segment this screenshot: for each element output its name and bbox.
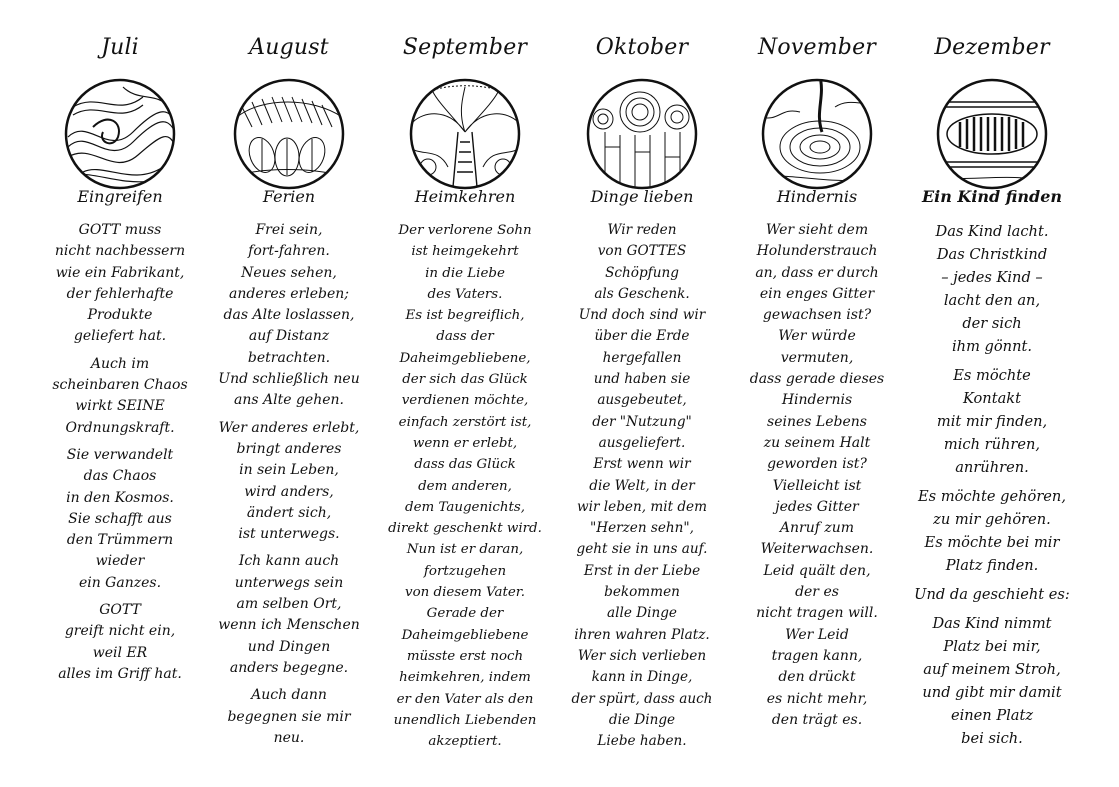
poem-line: ist heimgekehrt: [411, 244, 519, 260]
poem-line: das Alte loslassen,: [223, 307, 355, 324]
poem-line: – jedes Kind –: [941, 269, 1043, 286]
poem-line: akzeptiert.: [428, 734, 502, 750]
poem-line: scheinbaren Chaos: [52, 377, 188, 394]
poem-line: und haben sie: [593, 371, 691, 388]
poem-text: [724, 220, 910, 731]
poem-line: hergefallen: [602, 349, 682, 366]
poem-line: fort-fahren.: [248, 243, 330, 260]
poem-line: Daheimgebliebene,: [399, 350, 531, 366]
poem-line: wieder: [95, 553, 145, 570]
poem-line: geliefert hat.: [73, 328, 167, 345]
poem-line: tragen kann,: [771, 647, 863, 664]
poem-line: nicht nachbessern: [54, 243, 186, 260]
theme-title: Hindernis: [776, 187, 858, 206]
poem-line: die Welt, in der: [589, 477, 695, 494]
poem-line: der sich das Glück: [402, 372, 528, 388]
poem-line: Und schließlich neu: [218, 371, 360, 388]
month-title: November: [757, 35, 877, 60]
poem-line: dass der: [436, 329, 494, 345]
poem-line: "Herzen sehn",: [589, 520, 695, 537]
poem-line: Ordnungskraft.: [65, 419, 175, 436]
theme-title: Dinge lieben: [590, 187, 694, 206]
poem-line: Vielleicht ist: [772, 477, 862, 494]
poem-line: ihren wahren Platz.: [574, 626, 710, 643]
poem-line: des Vaters.: [427, 286, 503, 302]
poem-line: Der verlorene Sohn: [398, 223, 532, 238]
poem-line: Hindernis: [781, 392, 853, 409]
poem-line: wie ein Fabrikant,: [55, 264, 185, 281]
poem-line: bekommen: [604, 584, 680, 601]
poem-line: und Dingen: [247, 638, 331, 655]
poem-line: die Dinge: [608, 711, 676, 728]
column-juli: [27, 0, 213, 787]
poem-line: zu mir gehören.: [933, 511, 1051, 528]
poem-line: das Chaos: [83, 468, 157, 485]
poem-line: an, dass er durch: [755, 264, 879, 281]
poem-line: gewachsen ist?: [762, 307, 872, 324]
poem-line: der spürt, dass auch: [571, 690, 713, 707]
poem-line: Sie schafft aus: [68, 510, 172, 527]
poem-line: betrachten.: [247, 349, 331, 366]
poem-line: Produkte: [87, 307, 153, 324]
poem-line: Ich kann auch: [238, 553, 340, 570]
poem-line: Weiterwachsen.: [760, 541, 874, 558]
poem-line: und gibt mir damit: [922, 684, 1062, 701]
month-title: August: [249, 35, 329, 60]
poem-line: greift nicht ein,: [64, 623, 176, 640]
poem-line: jedes Gitter: [775, 498, 859, 515]
poem-line: von GOTTES: [597, 243, 687, 260]
poem-line: ans Alte gehen.: [234, 392, 344, 409]
poem-line: anderes erleben;: [229, 285, 349, 302]
poem-line: dem anderen,: [418, 478, 512, 494]
leaves-seeds-medallion-icon: [232, 77, 346, 191]
poem-line: bei sich.: [961, 730, 1023, 747]
poem-line: anders begegne.: [229, 659, 349, 676]
poem-line: mit mir finden,: [936, 413, 1048, 430]
poem-line: Es möchte bei mir: [924, 534, 1060, 551]
poem-line: Sie verwandelt: [66, 446, 174, 463]
poem-line: lacht den an,: [943, 292, 1041, 309]
poem-line: Anruf zum: [779, 520, 855, 537]
poem-line: von diesem Vater.: [405, 585, 525, 601]
poem-line: ihm gönnt.: [952, 338, 1032, 355]
poem-line: als Geschenk.: [594, 285, 690, 302]
poem-line: mich rühren,: [943, 436, 1041, 453]
poem-line: bringt anderes: [236, 440, 342, 457]
poem-line: Erst in der Liebe: [583, 562, 701, 579]
poem-line: Holunderstrauch: [756, 243, 878, 260]
poem-line: in die Liebe: [425, 265, 505, 281]
poem-line: er den Vater als den: [396, 691, 534, 707]
poem-line: ausgebeutet,: [597, 392, 687, 409]
poem-line: müsste erst noch: [406, 648, 524, 664]
poem-text: [899, 220, 1085, 750]
month-title: Dezember: [934, 35, 1050, 60]
poem-line: GOTT muss: [78, 222, 162, 238]
poem-line: den trägt es.: [771, 711, 863, 728]
poem-line: Auch im: [90, 355, 150, 372]
poem-line: über die Erde: [594, 328, 690, 345]
poem-line: auf Distanz: [248, 328, 330, 345]
poem-line: kann in Dinge,: [591, 669, 693, 686]
poem-line: wird anders,: [244, 483, 334, 500]
poem-line: Es möchte: [953, 367, 1031, 384]
poem-line: geht sie in uns auf.: [576, 541, 708, 558]
poem-line: Und da geschieht es:: [914, 586, 1070, 603]
poem-line: unterwegs sein: [234, 574, 344, 591]
poem-line: Es möchte gehören,: [918, 488, 1066, 505]
poem-line: Platz bei mir,: [943, 638, 1041, 655]
poem-line: zu seinem Halt: [763, 434, 871, 451]
poem-line: ein Ganzes.: [78, 574, 162, 591]
poem-line: dass das Glück: [414, 457, 516, 473]
poem-line: neu.: [273, 729, 305, 746]
poem-line: alle Dinge: [607, 605, 677, 622]
poem-line: Wer anderes erlebt,: [218, 419, 360, 436]
month-title: Juli: [101, 35, 139, 60]
poem-line: ausgeliefert.: [598, 434, 686, 451]
poem-text: [27, 220, 213, 685]
swaddled-child-medallion-icon: [935, 77, 1049, 191]
poem-line: Gerade der: [426, 606, 504, 622]
poem-line: in sein Leben,: [239, 462, 339, 479]
poem-line: wir leben, mit dem: [577, 498, 707, 515]
poem-line: ist unterwegs.: [238, 526, 340, 543]
column-dezember: [899, 0, 1085, 787]
poem-line: Neues sehen,: [241, 264, 337, 281]
poem-line: wirkt SEINE: [75, 398, 165, 415]
wood-spiral-medallion-icon: [760, 77, 874, 191]
poem-line: vermuten,: [780, 349, 854, 366]
poem-line: Wer würde: [778, 328, 856, 345]
poem-line: weil ER: [92, 644, 148, 661]
poem-line: Daheimgebliebene: [401, 627, 529, 643]
poem-line: Schöpfung: [605, 264, 679, 281]
poem-line: der fehlerhafte: [66, 285, 174, 302]
poem-line: Wer sieht dem: [765, 222, 869, 238]
poem-line: am selben Ort,: [236, 596, 342, 613]
column-november: [724, 0, 910, 787]
poem-line: auf meinem Stroh,: [923, 661, 1061, 678]
poem-text: [196, 220, 382, 749]
column-september: [372, 0, 558, 787]
poem-line: Wer sich verlieben: [577, 647, 707, 664]
poem-line: Und doch sind wir: [578, 307, 706, 324]
poem-line: unendlich Liebenden: [393, 712, 537, 728]
abstract-wave-medallion-icon: [63, 77, 177, 191]
poem-line: Platz finden.: [945, 557, 1039, 574]
poem-line: der "Nutzung": [592, 413, 692, 430]
poem-line: dem Taugenichts,: [405, 499, 525, 515]
poem-text: [372, 220, 558, 752]
poem-line: Das Christkind: [936, 246, 1048, 263]
theme-title: Heimkehren: [414, 187, 516, 206]
poem-line: Das Kind lacht.: [935, 223, 1049, 240]
poem-line: wenn er erlebt,: [412, 435, 518, 451]
poem-line: den Trümmern: [66, 532, 174, 549]
poem-line: verdienen möchte,: [401, 393, 529, 409]
poem-line: begegnen sie mir: [227, 708, 351, 725]
poem-line: anrühren.: [955, 459, 1029, 476]
poem-line: ein enges Gitter: [759, 285, 875, 302]
poem-line: Kontakt: [963, 390, 1021, 407]
column-oktober: [549, 0, 735, 787]
month-title: September: [402, 35, 528, 60]
poem-line: dass gerade dieses: [749, 371, 885, 388]
poem-line: einen Platz: [950, 707, 1034, 724]
poem-line: Frei sein,: [255, 222, 323, 238]
poem-line: ändert sich,: [246, 504, 332, 521]
poem-line: geworden ist?: [767, 456, 867, 473]
poem-line: den drückt: [778, 669, 856, 686]
poem-line: Liebe haben.: [597, 733, 687, 750]
poem-line: Das Kind nimmt: [932, 615, 1052, 632]
poem-line: wenn ich Menschen: [218, 617, 360, 634]
poem-line: Leid quält den,: [763, 562, 871, 579]
poem-line: nicht tragen will.: [756, 605, 878, 622]
poem-line: der sich: [962, 315, 1022, 332]
theme-title: Ferien: [262, 187, 316, 206]
poem-line: der es: [795, 584, 839, 601]
column-august: [196, 0, 382, 787]
poem-line: seines Lebens: [767, 413, 867, 430]
poem-line: in den Kosmos.: [66, 489, 174, 506]
poem-line: alles im Griff hat.: [58, 665, 182, 682]
poem-line: Wer Leid: [785, 626, 849, 643]
poem-line: heimkehren, indem: [399, 670, 531, 686]
poem-line: GOTT: [99, 602, 141, 619]
poem-line: Erst wenn wir: [593, 456, 691, 473]
poem-line: Nun ist er daran,: [406, 542, 524, 558]
poem-line: Wir reden: [607, 222, 677, 238]
poem-line: einfach zerstört ist,: [398, 414, 532, 430]
poem-line: es nicht mehr,: [766, 690, 868, 707]
theme-title: Eingreifen: [77, 187, 163, 206]
poem-line: Es ist begreiflich,: [405, 308, 525, 324]
palm-patterns-medallion-icon: [408, 77, 522, 191]
poem-text: [549, 220, 735, 752]
circles-stems-medallion-icon: [585, 77, 699, 191]
month-title: Oktober: [595, 35, 689, 60]
poem-line: Auch dann: [251, 687, 327, 704]
poem-line: fortzugehen: [423, 563, 507, 579]
poem-line: direkt geschenkt wird.: [388, 521, 542, 537]
theme-title: Ein Kind finden: [921, 187, 1063, 206]
